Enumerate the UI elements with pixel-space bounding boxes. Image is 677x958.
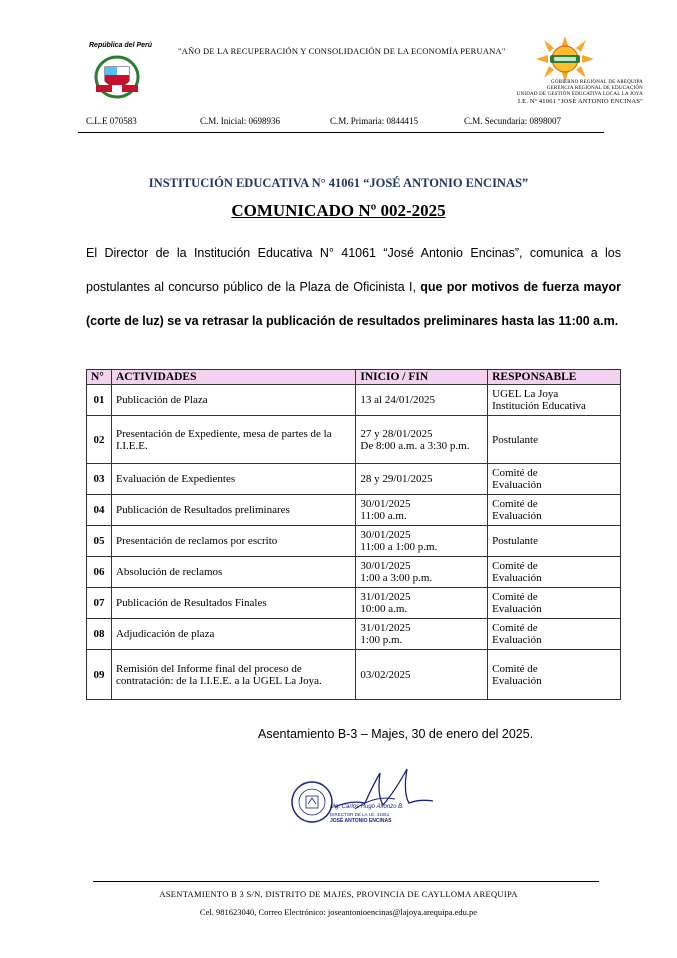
row-dates [356,464,488,495]
row-responsible [488,588,621,619]
row-activity: Publicación de Resultados Finales [111,588,355,619]
row-activity: Evaluación de Expedientes [111,464,355,495]
signer-name: Mg. Carlos Hugo Alfonzo B. [330,804,404,810]
code-inicial: C.M. Inicial: 0698936 [200,116,280,126]
date-line: 31/01/2025 [360,591,411,603]
place-and-date: Asentamiento B-3 – Majes, 30 de enero del 2025. [258,727,534,741]
date-line: 1:00 p.m. [360,634,403,646]
table-row [87,526,621,557]
footer-address: ASENTAMIENTO B 3 S/N, DISTRITO DE MAJES, PROVINCIA DE CAYLLOMA AREQUIPA [159,889,518,899]
header-activity: ACTIVIDADES [111,370,355,385]
resp-line: UGEL La Joya [492,388,559,400]
row-dates [356,495,488,526]
body-bold: que por motivos de fuerza mayor (corte de luz) se va retrasar la publicación de resultados preliminares hasta las 11:00 a.m. [86,280,621,328]
row-responsible [488,526,621,557]
header-divider [78,132,604,133]
table-header-row [87,370,621,385]
row-responsible [488,619,621,650]
government-hierarchy [483,80,643,106]
row-activity: Presentación de reclamos por escrito [111,526,355,557]
peru-coat-of-arms-icon [92,51,142,101]
date-line: 30/01/2025 [360,560,411,572]
signer-school: JOSÉ ANTONIO ENCINAS [330,818,392,824]
communique-body [86,236,621,338]
body-plain: El Director de la Institución Educativa N° 41061 “José Antonio Encinas”, comunica a los postulantes al concurso público de la Plaza de Oficinista I, [86,246,621,294]
resp-line: Comité de [492,498,538,510]
row-responsible [488,650,621,700]
row-num: 06 [87,557,112,588]
code-primaria: C.M. Primaria: 0844415 [330,116,418,126]
date-line: 1:00 a 3:00 p.m. [360,572,433,584]
table-row [87,650,621,700]
resp-line: Postulante [492,535,538,547]
resp-line: Comité de [492,662,538,675]
row-num: 04 [87,495,112,526]
footer-contact: Cel. 981623040, Correo Electrónico: joseantonioencinas@lajoya.arequipa.edu.pe [199,907,478,917]
date-line: 11:00 a.m. [360,510,407,522]
resp-line: Evaluación [492,603,542,615]
schedule-table [86,369,621,700]
code-cle: C.L.E 070583 [86,116,137,126]
code-secundaria: C.M. Secundaria: 0898007 [464,116,561,126]
gov-line: GERENCIA REGIONAL DE EDUCACIÓN [546,86,643,91]
row-dates [356,588,488,619]
date-line: 31/01/2025 [360,622,411,634]
row-responsible [488,416,621,464]
resp-line: Comité de [492,591,538,603]
header-dates: INICIO / FIN [356,370,488,385]
footer-divider [93,881,599,882]
row-responsible [488,557,621,588]
resp-line: Evaluación [492,674,542,687]
row-activity: Adjudicación de plaza [111,619,355,650]
gov-line: I.E. Nº 41061 "JOSÉ ANTONIO ENCINAS" [517,98,643,105]
table-row [87,588,621,619]
signer-role: DIRECTOR DE LA I.E. 41061 [330,812,390,817]
country-label: República del Perú [89,42,153,49]
year-slogan: "AÑO DE LA RECUPERACIÓN Y CONSOLIDACIÓN DE LA ECONOMÍA PERUANA" [178,46,506,56]
communique-title: COMUNICADO Nº 002-2025 [231,201,446,220]
row-activity: Absolución de reclamos [111,557,355,588]
resp-line: Evaluación [492,634,542,646]
resp-line: Evaluación [492,572,542,584]
row-activity: Publicación de Resultados preliminares [111,495,355,526]
header-num: N° [87,370,112,385]
resp-line: Evaluación [492,510,542,522]
gov-line: GOBIERNO REGIONAL DE AREQUIPA [551,80,643,85]
row-dates [356,619,488,650]
date-line: 30/01/2025 [360,529,411,541]
row-num: 08 [87,619,112,650]
date-line: 03/02/2025 [360,668,411,681]
row-dates [356,385,488,416]
date-line: 27 y 28/01/2025 [360,427,433,440]
resp-line: Evaluación [492,479,542,491]
row-num: 01 [87,385,112,416]
row-responsible [488,385,621,416]
resp-line: Comité de [492,467,538,479]
resp-line: Comité de [492,622,538,634]
row-activity: Publicación de Plaza [111,385,355,416]
row-responsible [488,495,621,526]
row-activity: Remisión del Informe final del proceso de contratación: de la I.I.E.E. a la UGEL La Joya. [111,650,355,700]
row-dates [356,526,488,557]
resp-line: Institución Educativa [492,400,586,412]
table-row [87,557,621,588]
resp-line: Comité de [492,560,538,572]
institution-sun-logo-icon [536,36,594,82]
table-row [87,464,621,495]
table-row [87,619,621,650]
date-line: De 8:00 a.m. a 3:30 p.m. [360,439,470,452]
row-dates [356,416,488,464]
row-dates [356,650,488,700]
header-responsible: RESPONSABLE [488,370,621,385]
date-line: 28 y 29/01/2025 [360,473,433,485]
signature-block [330,804,404,825]
row-num: 03 [87,464,112,495]
row-num: 09 [87,650,112,700]
row-num: 07 [87,588,112,619]
row-activity: Presentación de Expediente, mesa de partes de la I.I.E.E. [111,416,355,464]
gov-line: UNIDAD DE GESTIÓN EDUCATIVA LOCAL LA JOYA [516,92,643,97]
date-line: 30/01/2025 [360,498,411,510]
row-responsible [488,464,621,495]
table-row [87,416,621,464]
date-line: 13 al 24/01/2025 [360,394,435,406]
institution-title: INSTITUCIÓN EDUCATIVA N° 41061 “JOSÉ ANTONIO ENCINAS” [148,176,529,190]
table-row [87,495,621,526]
resp-line: Postulante [492,433,538,446]
row-num: 05 [87,526,112,557]
date-line: 10:00 a.m. [360,603,408,615]
date-line: 11:00 a 1:00 p.m. [360,541,438,553]
table-row [87,385,621,416]
row-num: 02 [87,416,112,464]
row-dates [356,557,488,588]
